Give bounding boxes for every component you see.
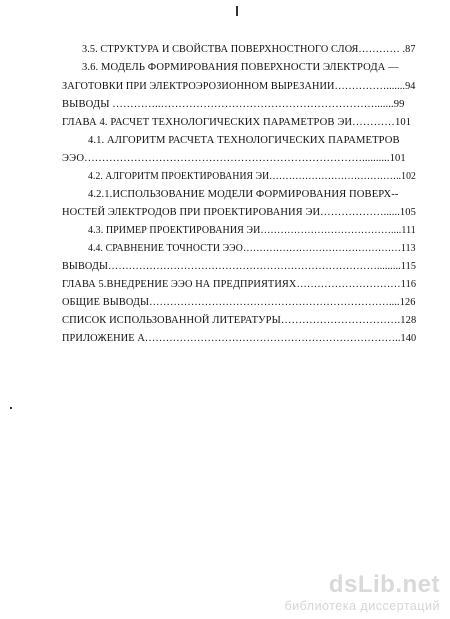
toc-entry-4-2-1: 4.2.1.ИСПОЛЬЗОВАНИЕ МОДЕЛИ ФОРМИРОВАНИЯ ПОВЕРХ-- [88, 189, 399, 200]
toc-entry-appendix-a: ПРИЛОЖЕНИЕ А………………………………………………………………..140 [62, 333, 417, 344]
toc-entry-chapter-4: ГЛАВА 4. РАСЧЕТ ТЕХНОЛОГИЧЕСКИХ ПАРАМЕТРОВ ЭИ…………101 [62, 117, 412, 128]
scan-mark [10, 407, 12, 409]
toc-entry-3-6: 3.6. МОДЕЛЬ ФОРМИРОВАНИЯ ПОВЕРХНОСТИ ЭЛЕКТРОДА — [82, 62, 399, 73]
watermark-brand: dsLib.net [328, 571, 440, 598]
toc-entry-3-5: 3.5. СТРУКТУРА И СВОЙСТВА ПОВЕРХНОСТНОГО СЛОЯ………… .87 [82, 44, 416, 55]
scan-mark [236, 6, 238, 16]
toc-entry-conclusions-4: ВЫВОДЫ…………………………………………………………………….........115 [62, 261, 417, 272]
toc-entry-4-3: 4.3. ПРИМЕР ПРОЕКТИРОВАНИЯ ЭИ…………………………………....111 [88, 225, 416, 236]
toc-entry-chapter-5: ГЛАВА 5.ВНЕДРЕНИЕ ЭЭО НА ПРЕДПРИЯТИЯХ…………………………116 [62, 279, 417, 290]
toc-entry-4-2: 4.2. АЛГОРИТМ ПРОЕКТИРОВАНИЯ ЭИ…………………………………..102 [88, 171, 416, 182]
toc-entry-4-1: 4.1. АЛГОРИТМ РАСЧЕТА ТЕХНОЛОГИЧЕСКИХ ПАРАМЕТРОВ [88, 135, 400, 146]
toc-entry-4-2-1-cont: НОСТЕЙ ЭЛЕКТРОДОВ ПРИ ПРОЕКТИРОВАНИЯ ЭИ………………......105 [62, 207, 416, 218]
toc-entry-3-6-cont: ЗАГОТОВКИ ПРИ ЭЛЕКТРОЭРОЗИОННОМ ВЫРЕЗАНИИ…………….......94 [62, 81, 416, 92]
toc-entry-4-1-cont: ЭЭО……………………………………………………………………..........101 [62, 153, 406, 164]
watermark [285, 571, 440, 613]
watermark-subtitle: библиотека диссертаций [284, 599, 440, 613]
toc-entry-bibliography: СПИСОК ИСПОЛЬЗОВАННОЙ ЛИТЕРАТУРЫ…………………………….128 [62, 315, 417, 326]
toc-entry-4-4: 4.4. СРАВНЕНИЕ ТОЧНОСТИ ЭЭО…………………………………………113 [88, 243, 416, 254]
toc-entry-conclusions-3: ВЫВОДЫ …………..…………………………………………………….......99 [62, 99, 405, 110]
toc-entry-general-conclusions: ОБЩИЕ ВЫВОДЫ……………………………………………………………....126 [62, 297, 416, 308]
